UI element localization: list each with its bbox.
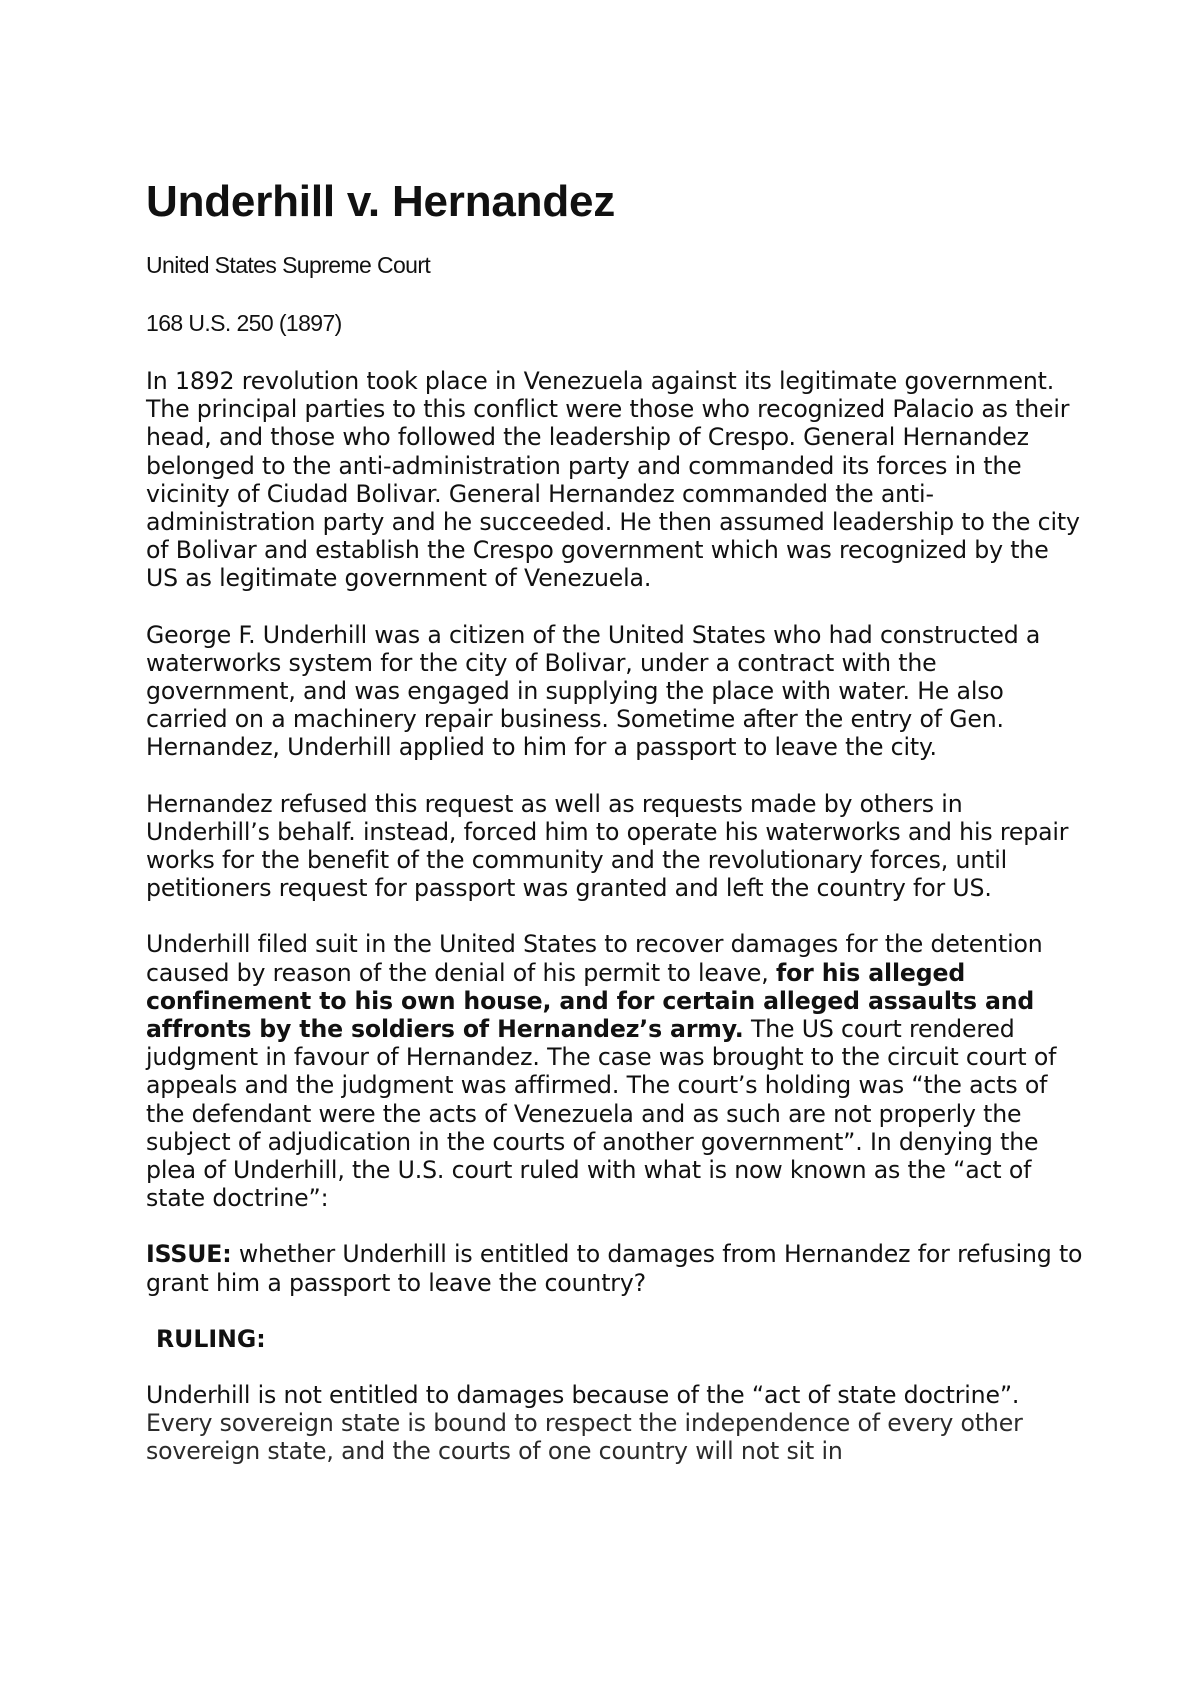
- issue-paragraph: [146, 1240, 1086, 1296]
- issue-label: ISSUE:: [146, 1240, 232, 1269]
- issue-text: whether Underhill is entitled to damages from Hernandez for refusing to grant him a passport to leave the country?: [146, 1240, 1083, 1297]
- document-title: Underhill v. Hernandez: [146, 177, 616, 226]
- case-citation: 168 U.S. 250 (1897): [146, 310, 342, 336]
- facts-paragraph-4-bold: for his alleged confinement to his own house, and for certain alleged assaults and affronts by the soldiers of Hernandez’s army.: [146, 958, 1035, 1044]
- facts-paragraph-4-start: Underhill filed suit in the United States to recover damages for the detention caused by reason of the denial of his permit to leave,: [146, 930, 1043, 987]
- document-body: [146, 176, 1086, 1494]
- facts-paragraph-4: [146, 930, 1086, 1212]
- court-name: United States Supreme Court: [146, 252, 431, 278]
- facts-paragraph-1: In 1892 revolution took place in Venezuela against its legitimate government. The principal parties to this conflict were those who recognized Palacio as their head, and those who followed the leadership of Crespo. General Hernandez belonged to the anti-administration party and commanded its forces in the vicinity of Ciudad Bolivar. General Hernandez commanded the anti-administration party and he succeeded. He then assumed leadership to the city of Bolivar and establish the Crespo government which was recognized by the US as legitimate government of Venezuela.: [146, 367, 1080, 593]
- facts-paragraph-3: Hernandez refused this request as well as requests made by others in Underhill’s behalf. instead, forced him to operate his waterworks and his repair works for the benefit of the community and the revolutionary forces, until petitioners request for passport was granted and left the country for US.: [146, 789, 1069, 903]
- facts-paragraph-2: George F. Underhill was a citizen of the United States who had constructed a waterworks system for the city of Bolivar, under a contract with the government, and was engaged in supplying the place with water. He also carried on a machinery repair business. Sometime after the entry of Gen. Hernandez, Underhill applied to him for a passport to leave the city.: [146, 620, 1041, 762]
- ruling-text: Underhill is not entitled to damages because of the “act of state doctrine”.: [146, 1380, 1020, 1409]
- ruling-paragraph: [146, 1381, 1086, 1466]
- ruling-label: RULING:: [156, 1324, 266, 1353]
- facts-paragraph-4-end: The US court rendered judgment in favour of Hernandez. The case was brought to the circuit court of appeals and the judgment was affirmed. The court’s holding was “the acts of the defendant were the acts of Venezuela and as such are not properly the subject of adjudication in the courts of another government”. In denying the plea of Underhill, the U.S. court ruled with what is now known as the “act of state doctrine”:: [146, 1015, 1057, 1213]
- ruling-text-continued: Every sovereign state is bound to respect the independence of every other sovereign state, and the courts of one country will not sit in: [146, 1409, 1023, 1466]
